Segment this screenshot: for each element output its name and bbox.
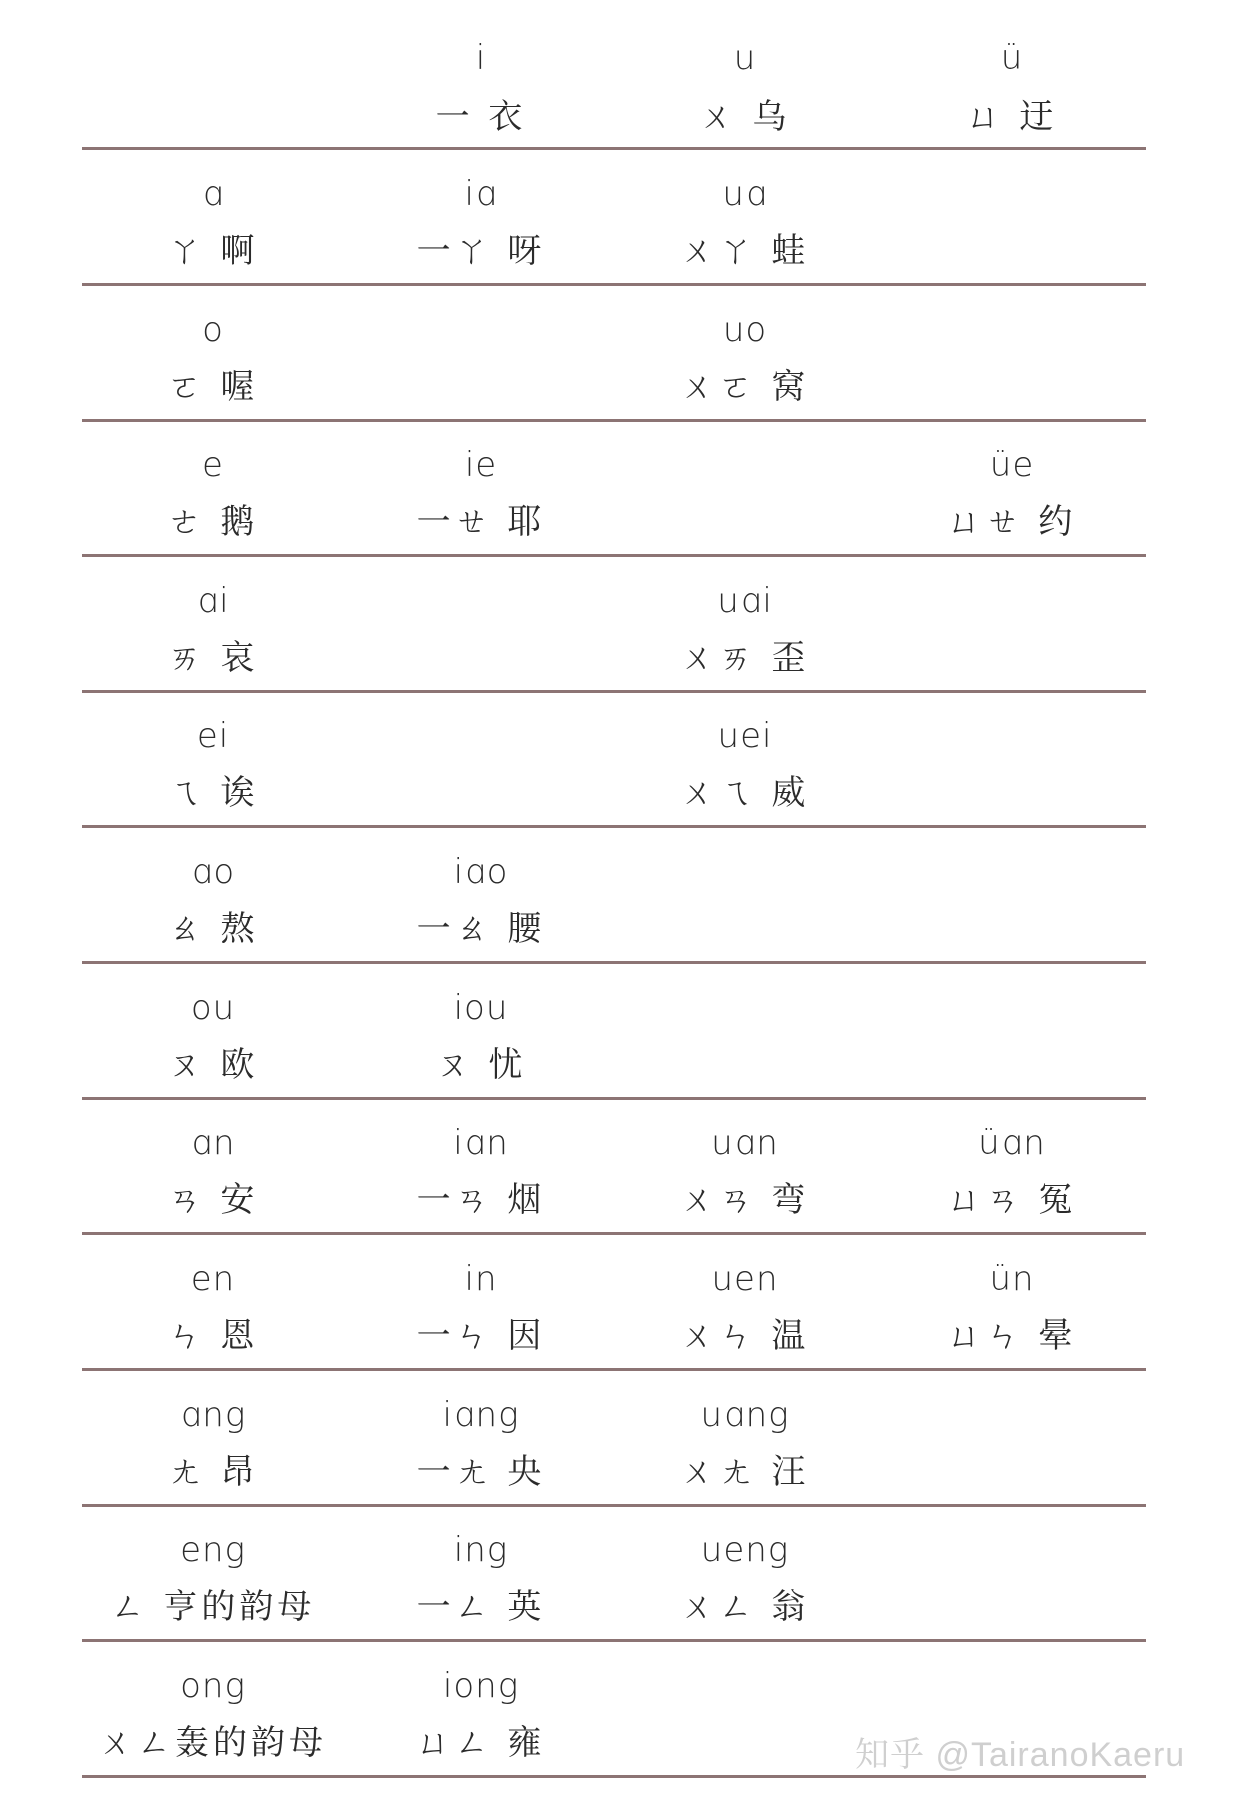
table-row <box>0 1506 1242 1642</box>
pinyin: ing <box>453 1530 509 1570</box>
pinyin: iong <box>442 1666 520 1706</box>
table-cell <box>882 1099 1142 1235</box>
zhuyin: ㄞ 哀 <box>167 638 259 678</box>
pinyin: iɑn <box>453 1123 509 1163</box>
header-row <box>0 0 1242 150</box>
table-row <box>0 1099 1242 1235</box>
table-row <box>0 692 1242 828</box>
table-cell <box>83 150 343 286</box>
zhuyin: ㄜ 鹅 <box>167 502 259 542</box>
table-cell <box>83 1371 343 1507</box>
pinyin: iou <box>453 988 509 1028</box>
zhuyin: ㄠ 熬 <box>167 909 259 949</box>
pinyin: ie <box>464 445 498 485</box>
pinyin: ou <box>190 988 236 1028</box>
pinyin: iɑ <box>464 174 498 214</box>
table-cell <box>615 1506 875 1642</box>
zhuyin: 一ㄚ 呀 <box>416 231 546 271</box>
table-cell <box>615 150 875 286</box>
table-cell <box>83 828 343 964</box>
table-cell <box>615 557 875 693</box>
zhuyin: ㄨㄞ 歪 <box>680 638 810 678</box>
table-cell <box>83 286 343 422</box>
table-cell <box>615 1235 875 1371</box>
table-cell <box>882 421 1142 557</box>
zhuyin: ㄨㄛ 窝 <box>680 367 810 407</box>
table-cell <box>351 828 611 964</box>
pinyin: ɑng <box>179 1395 247 1435</box>
zhuyin: ㄨㄥ轰的韵母 <box>99 1723 327 1763</box>
table-cell <box>882 1235 1142 1371</box>
pinyin: e <box>202 445 224 485</box>
pinyin: ei <box>196 716 230 756</box>
pinyin: uo <box>722 310 768 350</box>
pinyin: üɑn <box>978 1123 1046 1163</box>
zhuyin: ㄡ 欧 <box>167 1045 259 1085</box>
table-cell <box>882 692 1142 828</box>
zhuyin: ㄨㄥ 翁 <box>680 1587 810 1627</box>
pinyin: ɑo <box>190 852 236 892</box>
zhuyin: ㄣ 恩 <box>167 1316 259 1356</box>
zhuyin: ㄩㄝ 约 <box>947 502 1077 542</box>
table-cell <box>882 150 1142 286</box>
table-row <box>0 964 1242 1100</box>
table-cell <box>351 286 611 422</box>
table-cell <box>882 1371 1142 1507</box>
zhuyin: 一 衣 <box>435 97 527 137</box>
pinyin: o <box>202 310 224 350</box>
zhuyin: ㄥ 亨的韵母 <box>110 1587 316 1627</box>
zhuyin: 一ㄠ 腰 <box>416 909 546 949</box>
zhuyin: ㄡ 忧 <box>435 1045 527 1085</box>
table-cell <box>615 1099 875 1235</box>
table-cell <box>351 557 611 693</box>
pinyin: eng <box>180 1530 246 1570</box>
table-cell <box>882 557 1142 693</box>
table-row <box>0 1371 1242 1507</box>
zhuyin: ㄚ 啊 <box>167 231 259 271</box>
pinyin: üe <box>989 445 1035 485</box>
table-cell <box>351 964 611 1100</box>
zhuyin: 一ㄝ 耶 <box>416 502 546 542</box>
zhuyin: 一ㄣ 因 <box>416 1316 546 1356</box>
zhuyin: ㄨㄟ 威 <box>680 773 810 813</box>
table-cell <box>83 421 343 557</box>
pinyin: iɑng <box>442 1395 520 1435</box>
table-row <box>0 286 1242 422</box>
table-cell <box>83 1642 343 1778</box>
zhuyin: ㄩㄣ 晕 <box>947 1316 1077 1356</box>
table-cell <box>351 1506 611 1642</box>
zhuyin: ㄨ 乌 <box>699 97 791 137</box>
table-cell <box>615 421 875 557</box>
pinyin: uɑng <box>700 1395 790 1435</box>
table-cell <box>351 1235 611 1371</box>
pinyin: en <box>190 1259 236 1299</box>
pinyin: ün <box>989 1259 1035 1299</box>
table-cell <box>83 692 343 828</box>
table-cell <box>83 1506 343 1642</box>
header-cell-i <box>351 0 611 150</box>
pinyin: ɑ <box>201 174 225 214</box>
table-cell <box>351 421 611 557</box>
zhuyin: 一ㄤ 央 <box>416 1452 546 1492</box>
zhuyin: ㄤ 昂 <box>167 1452 259 1492</box>
table-row <box>0 421 1242 557</box>
zhuyin: ㄩ 迂 <box>966 97 1058 137</box>
table-cell <box>882 286 1142 422</box>
table-cell <box>882 1506 1142 1642</box>
pinyin: ü <box>1000 38 1024 78</box>
zhuyin: ㄩㄥ 雍 <box>416 1723 546 1763</box>
table-row <box>0 150 1242 286</box>
header-cell-empty <box>83 0 343 150</box>
zhuyin: ㄟ 诶 <box>167 773 259 813</box>
table-cell <box>351 1371 611 1507</box>
table-cell <box>882 964 1142 1100</box>
header-cell-u <box>615 0 875 150</box>
pinyin: in <box>464 1259 498 1299</box>
table-cell <box>615 286 875 422</box>
zhuyin: 一ㄥ 英 <box>416 1587 546 1627</box>
pinyin: uen <box>711 1259 779 1299</box>
zhuyin: ㄨㄣ 温 <box>680 1316 810 1356</box>
pinyin: iɑo <box>453 852 509 892</box>
table-row <box>0 557 1242 693</box>
pinyin: uei <box>717 716 773 756</box>
zhuyin: ㄢ 安 <box>167 1180 259 1220</box>
zhuyin: ㄨㄤ 汪 <box>680 1452 810 1492</box>
pinyin: u <box>733 38 757 78</box>
pinyin: ueng <box>700 1530 790 1570</box>
zhuyin: 一ㄢ 烟 <box>416 1180 546 1220</box>
pinyin: ong <box>180 1666 246 1706</box>
table-cell <box>83 964 343 1100</box>
table-cell <box>882 828 1142 964</box>
header-cell-u-umlaut <box>882 0 1142 150</box>
table-cell <box>351 150 611 286</box>
table-cell <box>83 1099 343 1235</box>
zhuyin: ㄩㄢ 冤 <box>947 1180 1077 1220</box>
pinyin: uɑ <box>722 174 768 214</box>
table-cell <box>351 692 611 828</box>
table-cell <box>615 964 875 1100</box>
zhuyin: ㄨㄢ 弯 <box>680 1180 810 1220</box>
table-row <box>0 1235 1242 1371</box>
zhuyin: ㄛ 喔 <box>167 367 259 407</box>
pinyin: uɑi <box>717 581 773 621</box>
table-cell <box>615 692 875 828</box>
pinyin: uɑn <box>711 1123 779 1163</box>
pinyin: i <box>475 38 487 78</box>
table-cell <box>351 1642 611 1778</box>
table-cell <box>83 1235 343 1371</box>
pinyin: ɑi <box>196 581 230 621</box>
pinyin: ɑn <box>190 1123 236 1163</box>
table-cell <box>615 1642 875 1778</box>
table-cell <box>351 1099 611 1235</box>
zhuyin: ㄨㄚ 蛙 <box>680 231 810 271</box>
table-cell <box>615 828 875 964</box>
table-cell <box>615 1371 875 1507</box>
watermark: 知乎 @TairanoKaeru <box>855 1736 1186 1774</box>
table-cell <box>83 557 343 693</box>
table-row <box>0 828 1242 964</box>
